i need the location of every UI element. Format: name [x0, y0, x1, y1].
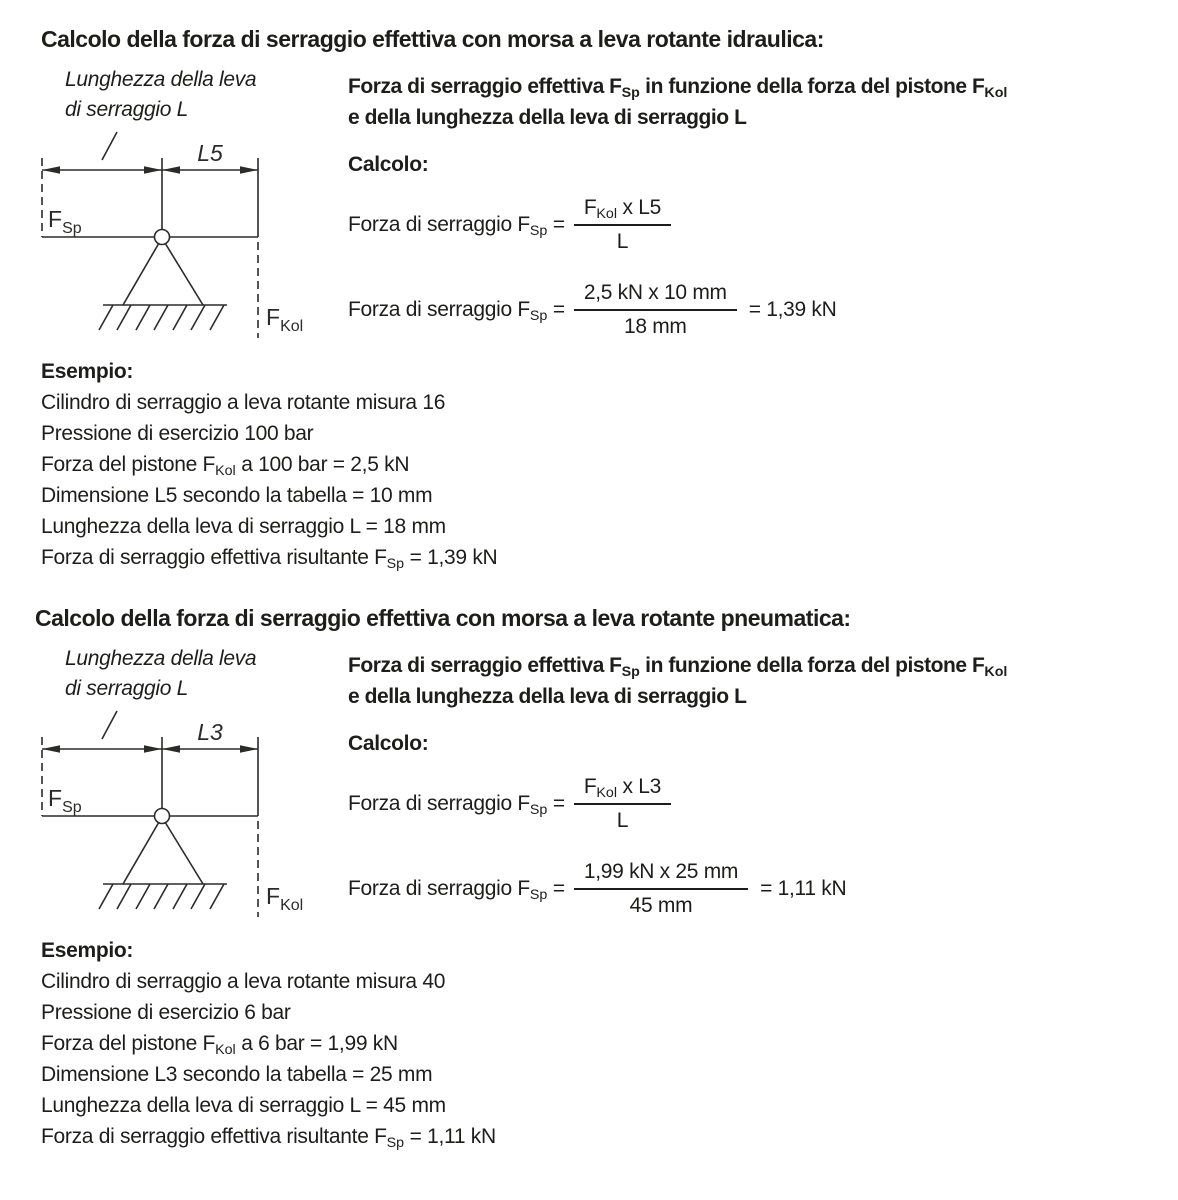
formula-symbolic: [348, 188, 1150, 262]
denominator: L: [616, 809, 629, 832]
numerator: $F_{Kol}$ x L3: [574, 775, 671, 805]
arrow-left-icon: [42, 166, 60, 174]
example-line: Forza del pistone $F_{Kol}$ a 100 bar = 2,5 kN: [41, 453, 410, 479]
calc-heading: Calcolo:: [348, 732, 429, 755]
piston-force-label: $F_{Kol}$: [266, 883, 304, 914]
section-title: Calcolo della forza di serraggio effettiva con morsa a leva rotante pneumatica:: [35, 605, 851, 631]
ground-hatching: [99, 305, 224, 330]
formula-column: [348, 644, 1150, 931]
denominator: 18 mm: [623, 315, 687, 338]
section-pneumatic: [35, 605, 1150, 1152]
example-heading: Esempio:: [41, 939, 134, 962]
fraction: [574, 196, 671, 254]
example-block: [41, 935, 1150, 1152]
formula-result: = 1,11 kN: [760, 877, 847, 900]
section-title: Calcolo della forza di serraggio effettiva con morsa a leva rotante idraulica:: [41, 26, 824, 52]
pivot-circle: [155, 230, 170, 245]
fraction: [574, 281, 737, 339]
diagram-column: [35, 644, 348, 931]
example-heading: Esempio:: [41, 360, 134, 383]
example-line: Forza di serraggio effettiva risultante $F_{Sp} = 1,39$ kN: [41, 546, 498, 572]
arrow-right-icon: [240, 745, 258, 753]
example-line: Forza di serraggio effettiva risultante $F_{Sp} = 1,11$ kN: [41, 1125, 496, 1151]
diagram-column: [35, 65, 348, 352]
support-leg-left: [123, 822, 159, 884]
lever-length-caption: [65, 644, 348, 704]
formula-description: Forza di serraggio effettiva $F_{Sp}$ in funzione della forza del pistone $F_{Kol}$ e della lunghezza della leva di serraggio L: [348, 654, 1008, 708]
example-line: Dimensione L5 secondo la tabella = 10 mm: [41, 484, 433, 507]
support-leg-right: [165, 822, 203, 884]
dim-label: L5: [197, 140, 223, 166]
arrow-center-right-icon: [144, 745, 162, 753]
formula-lhs: Forza di serraggio $F_{Sp}$ =: [348, 298, 565, 324]
example-line: Cilindro di serraggio a leva rotante misura 40: [41, 970, 446, 993]
example-line: Forza del pistone $F_{Kol}$ a 6 bar = 1,99 kN: [41, 1032, 398, 1058]
example-line: Lunghezza della leva di serraggio L = 18 mm: [41, 515, 446, 538]
clamp-force-label: $F_{Sp}$: [48, 206, 82, 237]
arrow-right-icon: [240, 166, 258, 174]
example-block: [41, 356, 1150, 573]
ground-hatching: [99, 884, 224, 909]
clamp-force-label: $F_{Sp}$: [48, 785, 82, 816]
arrow-center-left-icon: [162, 166, 180, 174]
caption-leader-line: [102, 132, 117, 160]
caption-line-1: Lunghezza della leva: [65, 647, 257, 670]
fraction: [574, 860, 748, 918]
lever-length-caption: [65, 65, 348, 125]
formula-numeric: [348, 852, 1150, 926]
example-line: Cilindro di serraggio a leva rotante misura 16: [41, 391, 446, 414]
arrow-center-left-icon: [162, 745, 180, 753]
caption-line-2: di serraggio L: [65, 98, 189, 121]
caption-line-1: Lunghezza della leva: [65, 68, 257, 91]
section-hydraulic: [35, 26, 1150, 573]
example-line: Pressione di esercizio 100 bar: [41, 422, 314, 445]
formula-lhs: Forza di serraggio $F_{Sp}$ =: [348, 213, 565, 239]
formula-symbolic: [348, 767, 1150, 841]
example-line: Dimensione L3 secondo la tabella = 25 mm: [41, 1063, 433, 1086]
arrow-left-icon: [42, 745, 60, 753]
formula-column: [348, 65, 1150, 352]
support-leg-right: [165, 243, 203, 305]
numerator: $F_{Kol}$ x L5: [574, 196, 671, 226]
lever-diagram: [35, 709, 327, 931]
caption-leader-line: [102, 711, 117, 739]
section-body: [35, 644, 1150, 931]
dim-label: L3: [197, 719, 223, 745]
caption-line-2: di serraggio L: [65, 677, 189, 700]
formula-description: Forza di serraggio effettiva $F_{Sp}$ in funzione della forza del pistone $F_{Kol}$ e della lunghezza della leva di serraggio L: [348, 75, 1008, 129]
example-line: Lunghezza della leva di serraggio L = 45 mm: [41, 1094, 446, 1117]
denominator: 45 mm: [629, 894, 693, 917]
denominator: L: [616, 230, 629, 253]
support-leg-left: [123, 243, 159, 305]
section-body: [35, 65, 1150, 352]
fraction: [574, 775, 671, 833]
formula-lhs: Forza di serraggio $F_{Sp}$ =: [348, 877, 565, 903]
lever-diagram: [35, 130, 327, 352]
pivot-circle: [155, 809, 170, 824]
piston-force-label: $F_{Kol}$: [266, 304, 304, 335]
numerator: 2,5 kN x 10 mm: [574, 281, 737, 311]
numerator: 1,99 kN x 25 mm: [574, 860, 748, 890]
formula-lhs: Forza di serraggio $F_{Sp}$ =: [348, 792, 565, 818]
calc-heading: Calcolo:: [348, 153, 429, 176]
example-line: Pressione di esercizio 6 bar: [41, 1001, 291, 1024]
formula-numeric: [348, 273, 1150, 347]
arrow-center-right-icon: [144, 166, 162, 174]
formula-result: = 1,39 kN: [748, 298, 837, 321]
